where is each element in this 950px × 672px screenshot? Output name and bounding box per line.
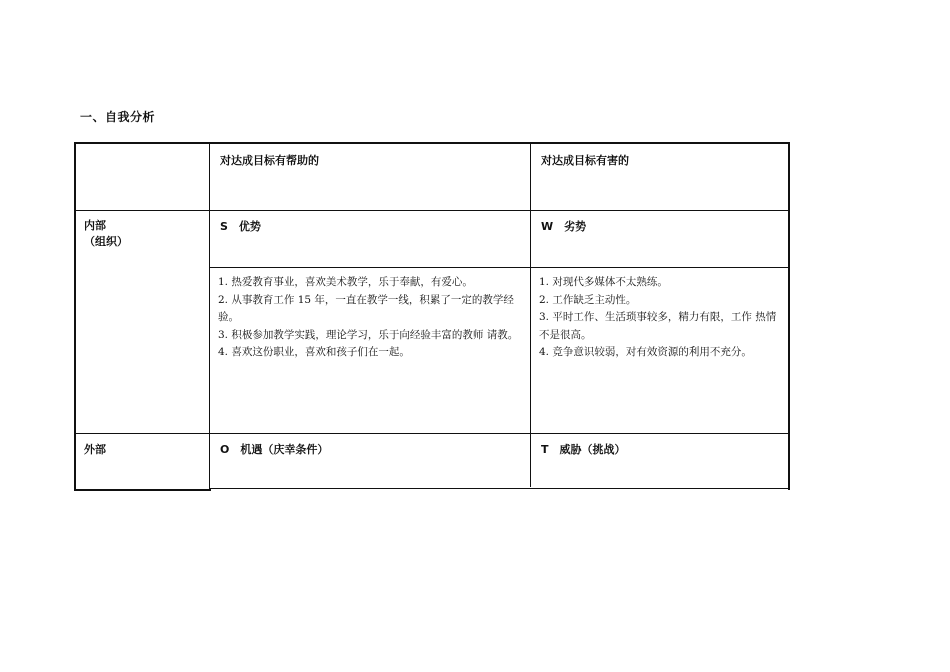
- strength-item: 4. 喜欢这份职业，喜欢和孩子们在一起。: [218, 346, 410, 358]
- header-harmful: 对达成目标有害的: [541, 154, 629, 167]
- weakness-item: 2. 工作缺乏主动性。: [539, 293, 637, 306]
- strengths-title: S 优势: [220, 220, 261, 233]
- row-label-internal-text: 内部: [84, 219, 106, 232]
- weaknesses-list-cell: [539, 274, 784, 362]
- weakness-item: 3. 平时工作、生活琐事较多，精力有限，工作 热情不是很高。: [539, 311, 777, 341]
- threats-title: T 威胁（挑战）: [541, 443, 626, 456]
- opportunities-title: O 机遇（庆幸条件）: [220, 443, 329, 456]
- row-label-internal: [84, 218, 128, 250]
- section-heading: 一、自我分析: [80, 110, 156, 124]
- label-column-bottom-border: [74, 489, 211, 491]
- row-divider-internal: [76, 433, 788, 434]
- row-label-external: 外部: [84, 443, 106, 456]
- weakness-item: 4. 竞争意识较弱，对有效资源的利用不充分。: [539, 346, 752, 358]
- strengths-list-cell: [218, 274, 528, 362]
- col-divider-label: [209, 144, 210, 491]
- strengths-list: [218, 274, 528, 362]
- row-divider-header: [76, 210, 788, 211]
- strength-item: 2. 从事教育工作 15 年，一直在教学一线，积累了一定的教学经验。: [218, 293, 514, 323]
- strength-item: 3. 积极参加教学实践，理论学习，乐于向经验丰富的教师 请教。: [218, 328, 519, 341]
- swot-table: [74, 142, 790, 490]
- weaknesses-title: W 劣势: [541, 220, 587, 233]
- col-divider-middle: [530, 144, 531, 487]
- weaknesses-list: [539, 274, 784, 362]
- table-bottom-border: [210, 488, 788, 489]
- row-divider-titles: [210, 267, 788, 268]
- header-helpful: 对达成目标有帮助的: [220, 154, 319, 167]
- strength-item: 1. 热爱教育事业，喜欢美术教学，乐于奉献，有爱心。: [218, 276, 473, 288]
- row-label-internal-sub: （组织）: [84, 235, 128, 248]
- weakness-item: 1. 对现代多媒体不太熟练。: [539, 276, 668, 288]
